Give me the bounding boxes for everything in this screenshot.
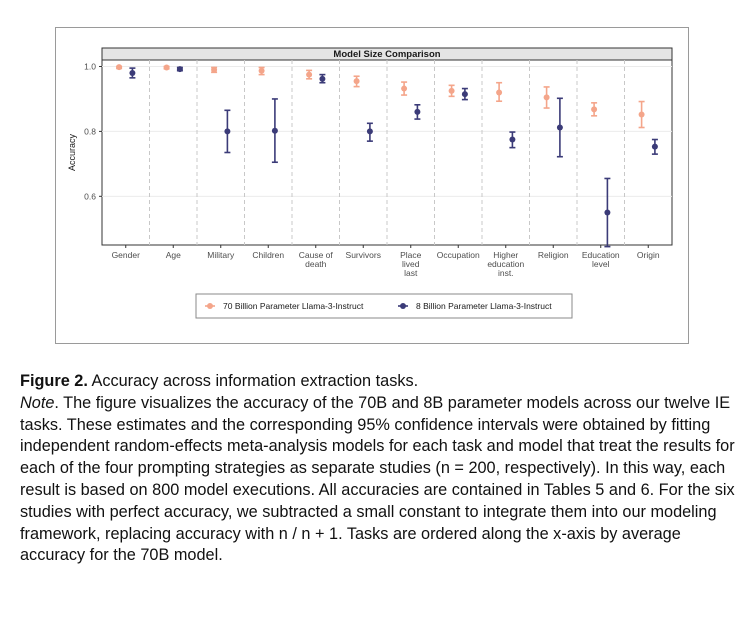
figure-caption bbox=[20, 371, 735, 567]
x-tick-label: Occupation bbox=[436, 250, 480, 260]
x-tick-label: Military bbox=[207, 250, 235, 260]
x-tick-label: Place bbox=[400, 250, 422, 260]
x-tick-label: death bbox=[305, 259, 327, 269]
legend-label: 8 Billion Parameter Llama-3-Instruct bbox=[416, 301, 552, 311]
y-tick-label: 1.0 bbox=[84, 61, 96, 72]
x-tick-label: Higher bbox=[493, 250, 519, 260]
point-8b bbox=[129, 70, 135, 76]
point-8b bbox=[462, 91, 468, 97]
point-70b bbox=[306, 72, 312, 78]
x-tick-label: Religion bbox=[537, 250, 569, 260]
point-8b bbox=[604, 210, 610, 216]
note-text: . The figure visualizes the accuracy of the 70B and 8B parameter models across our twelve IE tasks. These estimates and the corresponding 95% confidence intervals were obtained by fitting independent random-effects meta-analysis models for each task and model that treat the results for each of the four prompting strategies as separate studies (n = 200, respectively). In this way, each result is based on 800 model executions. All accuracies are contained in Tables 5 and 6. For the six studies with perfect accuracy, we subtracted a small constant to integrate them into our modeling framework, replacing accuracy with n / n + 1. Tasks are ordered along the x-axis by average accuracy for the 70B model. bbox=[20, 393, 735, 565]
x-tick-label: Origin bbox=[636, 250, 660, 260]
x-tick-label: Children bbox=[252, 250, 285, 260]
x-tick-label: education bbox=[487, 259, 525, 269]
x-tick-label: inst. bbox=[497, 268, 514, 278]
point-8b bbox=[414, 109, 420, 115]
x-tick-label: Survivors bbox=[345, 250, 381, 260]
point-70b bbox=[449, 88, 455, 94]
x-tick-label: Education bbox=[581, 250, 620, 260]
point-70b bbox=[639, 112, 645, 118]
point-8b bbox=[509, 137, 515, 143]
point-70b bbox=[164, 64, 170, 70]
x-tick-label: lived bbox=[402, 259, 420, 269]
legend-label: 70 Billion Parameter Llama-3-Instruct bbox=[223, 301, 364, 311]
x-tick-label: last bbox=[404, 268, 418, 278]
x-tick-label: Gender bbox=[111, 250, 140, 260]
chart-title: Model Size Comparison bbox=[333, 49, 441, 60]
caption-title-line bbox=[20, 371, 735, 393]
point-8b bbox=[652, 144, 658, 150]
y-tick-label: 0.8 bbox=[84, 126, 96, 137]
point-8b bbox=[177, 66, 183, 72]
figure-title: Accuracy across information extraction tasks. bbox=[87, 372, 419, 390]
point-8b bbox=[224, 128, 230, 134]
x-tick-label: Cause of bbox=[298, 250, 333, 260]
point-8b bbox=[272, 128, 278, 134]
point-70b bbox=[401, 86, 407, 92]
note-label: Note bbox=[20, 393, 55, 412]
point-70b bbox=[496, 89, 502, 95]
accuracy-chart bbox=[55, 27, 687, 342]
point-70b bbox=[116, 64, 122, 70]
caption-note bbox=[20, 393, 735, 567]
legend-key-point bbox=[400, 303, 406, 309]
y-axis-label: Accuracy bbox=[67, 133, 77, 172]
x-tick-label: Age bbox=[165, 250, 181, 260]
x-tick-label: level bbox=[592, 259, 610, 269]
point-8b bbox=[319, 76, 325, 82]
point-70b bbox=[544, 94, 550, 100]
point-8b bbox=[367, 128, 373, 134]
point-70b bbox=[354, 78, 360, 84]
point-70b bbox=[591, 106, 597, 112]
legend-key-point bbox=[207, 303, 213, 309]
point-70b bbox=[259, 68, 265, 74]
figure-label: Figure 2. bbox=[20, 372, 88, 390]
y-tick-label: 0.6 bbox=[84, 191, 96, 202]
point-8b bbox=[557, 125, 563, 131]
point-70b bbox=[211, 67, 217, 73]
